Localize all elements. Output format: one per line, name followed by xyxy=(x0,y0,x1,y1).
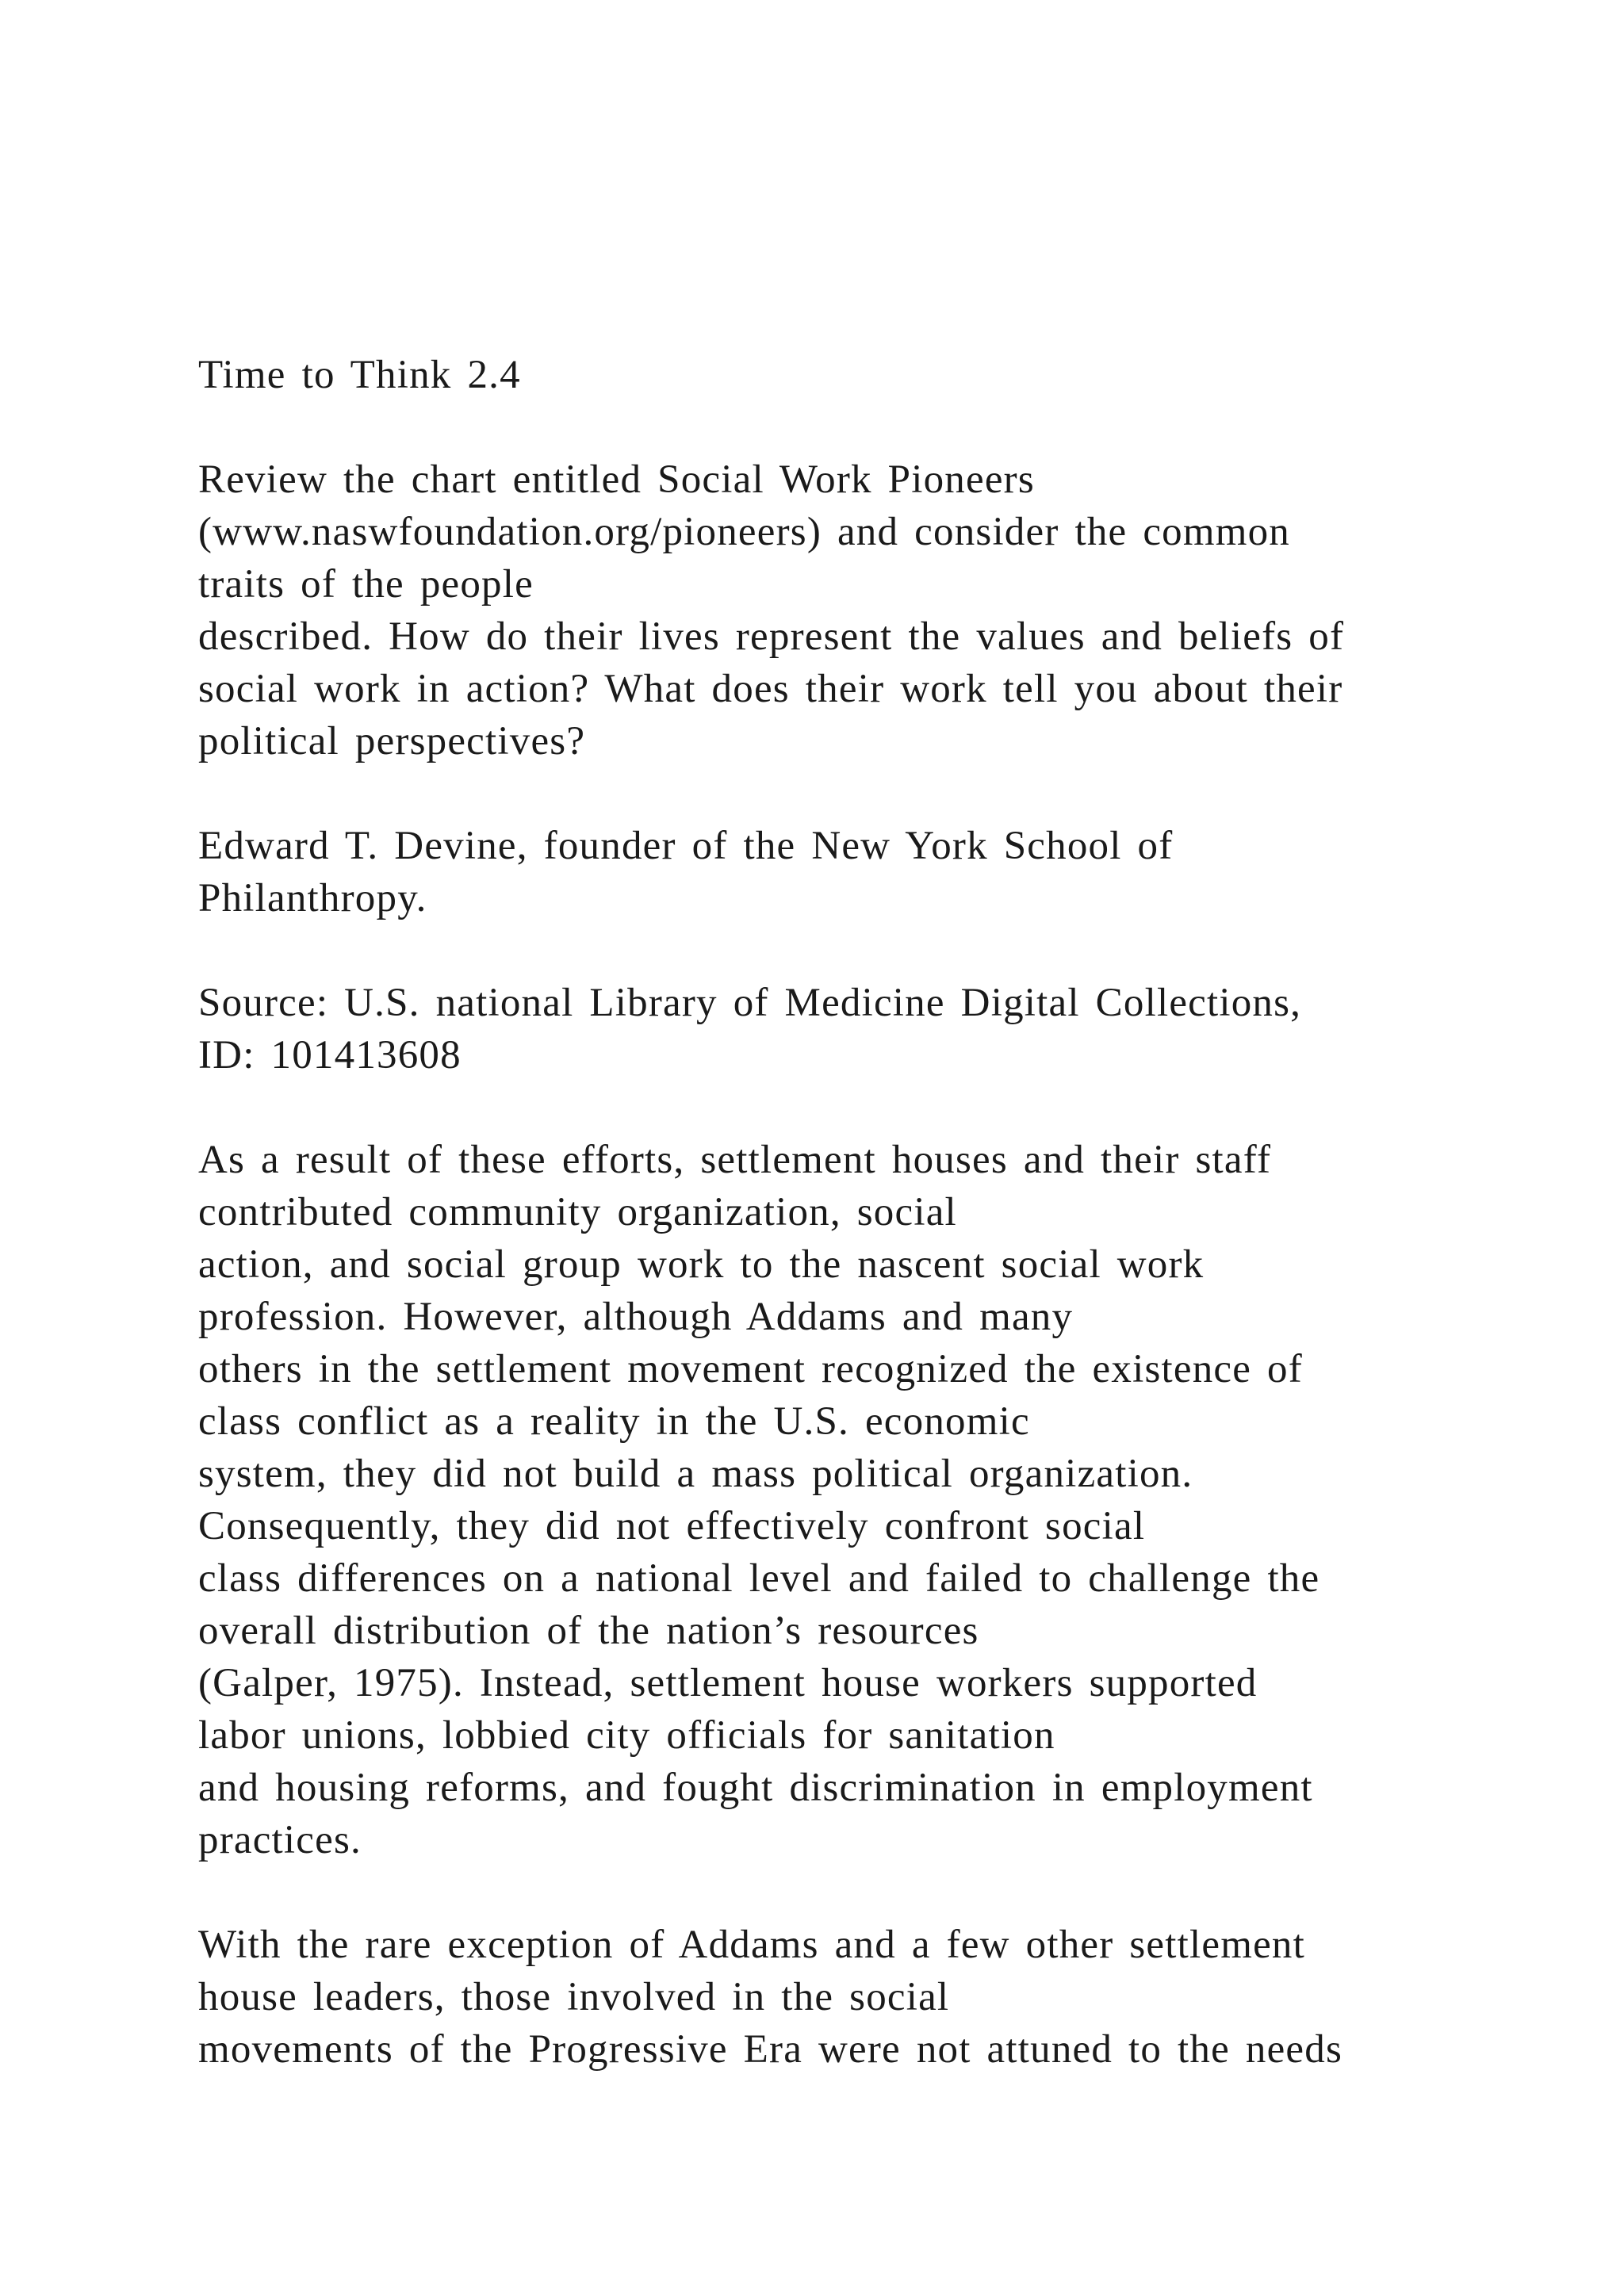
photo-caption xyxy=(198,820,1594,924)
paragraph-spacer xyxy=(198,767,1594,820)
paragraph-spacer xyxy=(198,1081,1594,1134)
text-line: traits of the people xyxy=(198,562,534,607)
text-line: and housing reforms, and fought discrimination in employment xyxy=(198,1766,1313,1810)
text-line: political perspectives? xyxy=(198,719,586,763)
text-line: system, they did not build a mass political organization. xyxy=(198,1452,1193,1496)
text-line: As a result of these efforts, settlement houses and their staff xyxy=(198,1138,1272,1182)
source-credit xyxy=(198,977,1594,1081)
text-line: contributed community organization, social xyxy=(198,1190,957,1234)
text-line: social work in action? What does their work tell you about their xyxy=(198,667,1343,711)
prompt-paragraph xyxy=(198,453,1594,767)
document-body xyxy=(198,349,1594,2076)
body-paragraph-2 xyxy=(198,1919,1594,2076)
section-heading: Time to Think 2.4 xyxy=(198,353,521,397)
body-paragraph-1 xyxy=(198,1134,1594,1866)
text-line: action, and social group work to the nascent social work xyxy=(198,1242,1205,1287)
text-line: labor unions, lobbied city officials for sanitation xyxy=(198,1713,1055,1758)
text-line: profession. However, although Addams and many xyxy=(198,1295,1074,1339)
text-line: (Galper, 1975). Instead, settlement house workers supported xyxy=(198,1661,1258,1705)
text-line: others in the settlement movement recognized the existence of xyxy=(198,1347,1303,1391)
paragraph-spacer xyxy=(198,924,1594,977)
text-line: ID: 101413608 xyxy=(198,1033,462,1077)
text-line: described. How do their lives represent the values and beliefs of xyxy=(198,614,1345,659)
paragraph-spacer xyxy=(198,401,1594,453)
text-line: class differences on a national level and failed to challenge the xyxy=(198,1556,1320,1601)
text-line: practices. xyxy=(198,1818,362,1862)
text-line: Edward T. Devine, founder of the New York School of xyxy=(198,824,1174,868)
paragraph-spacer xyxy=(198,1866,1594,1919)
text-line: Review the chart entitled Social Work Pioneers xyxy=(198,457,1035,502)
text-line: movements of the Progressive Era were not attuned to the needs xyxy=(198,2027,1343,2072)
text-line: Consequently, they did not effectively confront social xyxy=(198,1504,1146,1548)
text-line: overall distribution of the nation’s resources xyxy=(198,1609,979,1653)
text-line: house leaders, those involved in the social xyxy=(198,1975,950,2019)
text-line: Source: U.S. national Library of Medicine Digital Collections, xyxy=(198,981,1302,1025)
text-line: With the rare exception of Addams and a few other settlement xyxy=(198,1923,1305,1967)
text-line: class conflict as a reality in the U.S. economic xyxy=(198,1399,1030,1444)
text-line: (www.naswfoundation.org/pioneers) and consider the common xyxy=(198,510,1291,554)
text-line: Philanthropy. xyxy=(198,876,427,920)
